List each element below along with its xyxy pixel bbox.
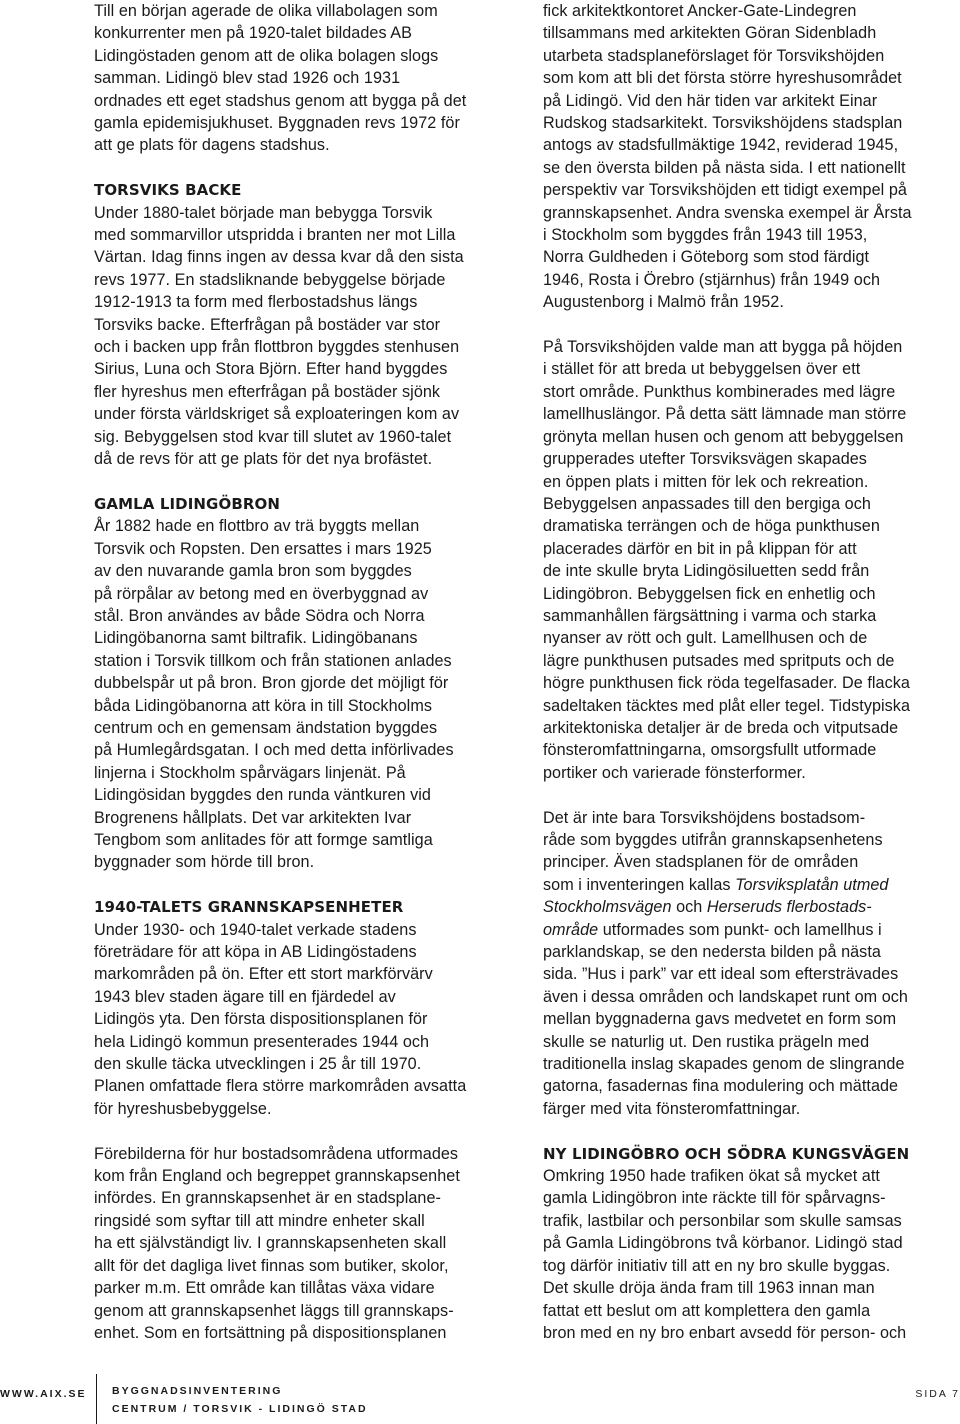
paragraph-gamla-lidingobron: År 1882 hade en flottbro av trä byggts mellan Torsvik och Ropsten. Den ersattes i mars 1925 av den nuvarande gamla bron som byggdes på rörpålar av betong med en överbyggnad av stål. Bron användes av både Södra och Norra Lidingöbanorna samt biltrafik. Lidingöbanans station i Torsvik tillkom och från stationen anlades dubbelspår ut på bron. Bron gjorde det möjligt för båda Lidingöbanorna att köra in till Stockholms centrum och en gemensam ändstation byggdes på Humlegårdsgatan. I och med detta införlivades linjerna i Stockholm spårvägars linjenät. På Lidingösidan byggdes den runda väntkuren vid Brogrenens hållplats. Det var arkitekten Ivar Tengbom som anlitades för att formge samtliga byggnader som hörde till bron. [94,517,454,872]
paragraph-torsvikshojden: På Torsvikshöjden valde man att bygga på höjden i stället för att breda ut bebyggelsen över ett stort område. Punkthus kombinerades med lägre lamellhuslängor. På detta sätt lämnade man större grönyta mellan husen och genom att bebyggelsen grupperades utefter Torsviksvägen skapades en öppen plats i mitten för lek och rekreation. Bebyggelsen anpassades till den bergiga och dramatiska terrängen och de höga punkthusen placerades därför en bit in på klippan för att de inte skulle bryta Lidingösiluetten sedd från Lidingöbron. Bebyggelsen fick en enhetlig och sammanhållen färgsättning i varma och starka nyanser av rött och gult. Lamellhusen och de lägre punkthusen putsades med spritputs och de högre punkthusen fick röda tegelfasader. De flacka sadeltaken täcktes med plåt eller tegel. Tidstypiska arkitektoniska detaljer är de breda och vitputsade fönsteromfattningarna, omsorgsfullt utformade portiker och varierade fönsterformer. [543,338,911,782]
footer-title-line2: CENTRUM / TORSVIK - LIDINGÖ STAD [112,1403,368,1415]
right-column [543,0,960,1344]
heading-ny-lidingobro: NY LIDINGÖBRO OCH SÖDRA KUNGSVÄGEN [543,1144,910,1163]
italic-area-name: Herseruds flerbostads- område [543,898,872,939]
intro-paragraph: Till en början agerade de olika villabolagen som konkurrenter men på 1920-talet bildades AB Lidingöstaden genom att de olika bolagen slogs samman. Lidingö blev stad 1926 och 1931 ordnades ett eget stadshus genom att bygga på det gamla epidemisjukhuset. Byggnaden revs 1972 för att ge plats för dagens stadshus. [94,2,467,155]
text-run: och [671,898,707,917]
footer-publication-title [112,1382,368,1418]
footer-url[interactable]: WWW.AIX.SE [0,1388,87,1400]
footer-divider [96,1374,97,1424]
left-column [94,0,512,1344]
text-run: Det är inte bara Torsvikshöjdens bostadsom- råde som byggdes utifrån grannskapsenhetens principer. Även stadsplanen för de områden som i inventeringen kallas [543,808,883,894]
text-run: utformades som punkt- och lamellhus i parklandskap, se den nedersta bilden på nästa sida. ”Hus i park” var ett ideal som eftersträvades även i dessa områden och landskapet runt om och mellan byggnaderna gavs medvetet en form som skulle se naturlig ut. Den rustika prägeln med traditionella inslag skapades genom de slingrande gatorna, fasadernas fina modulering och mättade färger med vita fönsteromfattningar. [543,920,908,1118]
heading-gamla-lidingobron: GAMLA LIDINGÖBRON [94,494,281,513]
page-footer [0,1374,960,1424]
page-number: SIDA 7 [915,1388,960,1400]
heading-1940-talets: 1940-TALETS GRANNSKAPSENHETER [94,898,404,917]
paragraph-forebilderna: Förebilderna för hur bostadsområdena utformades kom från England och begreppet grannskapsenhet infördes. En grannskapsenhet är en stadsplane- ringsidé som syftar till att mindre enheter skall ha ett självständigt liv. I grannskapsenheten skall allt för det dagliga livet finnas som butiker, skolor, parker m.m. Ett område kan tillåtas växa vidare genom att grannskapsenhet läggs till grannskaps- enhet. Som en fortsättning på dispositionsplanen [94,1144,460,1342]
heading-torsviks-backe: TORSVIKS BACKE [94,181,242,200]
paragraph-1940-talets: Under 1930- och 1940-talet verkade stadens företrädare för att köpa in AB Lidingöstadens markområden på ön. Efter ett stort markförvärv 1943 blev staden ägare till en fjärdedel av Lidingös yta. Den första dispositionsplanen för hela Lidingö kommun presenterades 1944 och den skulle täcka utvecklingen i 25 år till 1970. Planen omfattade flera större markområden avsatta för hyreshusbebyggelse. [94,920,467,1118]
paragraph-torsviks-backe: Under 1880-talet började man bebygga Torsvik med sommarvillor utspridda i branten ner mot Lilla Värtan. Idag finns ingen av dessa kvar då den sista revs 1977. En stadsliknande bebyggelse började 1912-1913 ta form med flerbostadshus längs Torsviks backe. Efterfrågan på bostäder var stor och i backen upp från flottbron byggdes stenhusen Sirius, Luna och Stora Björn. Efter hand byggdes fler hyreshus men efterfrågan på bostäder sjönk under första världskriget så exploateringen kom av sig. Bebyggelsen stod kvar till slutet av 1960-talet då de revs för att ge plats för det nya brofästet. [94,203,464,469]
paragraph-ny-lidingobro: Omkring 1950 hade trafiken ökat så mycket att gamla Lidingöbron inte räckte till för spårvagns- trafik, lastbilar och personbilar som skulle samsas på Gamla Lidingöbrons två körbanor. Lidingö stad tog därför initiativ till att en ny bro skulle byggas. Det skulle dröja ända fram till 1963 innan man fattat ett beslut om att komplettera den gamla bron med en ny bro enbart avsedd för person- och [543,1167,907,1342]
italic-area-name: Torsviksplatån utmed Stockholmsvägen [543,875,889,917]
paragraph-ancker-gate: fick arkitektkontoret Ancker-Gate-Lindegren tillsammans med arkitekten Göran Sidenbladh utarbeta stadsplaneförslaget för Torsvikshöjden som kom att bli det första större hyreshusområdet på Lidingö. Vid den här tiden var arkitekt Einar Rudskog stadsarkitekt. Torsvikshöjdens stadsplan antogs av stadsfullmäktige 1942, reviderad 1945, se den översta bilden på nästa sida. I ett nationellt perspektiv var Torsvikshöjden ett tidigt exempel på grannskapsenhet. Andra svenska exempel är Årsta i Stockholm som byggdes från 1943 till 1953, Norra Guldheden i Göteborg som stod färdigt 1946, Rosta i Örebro (stjärnhus) från 1949 och Augustenborg i Malmö från 1952. [543,2,912,312]
footer-title-line1: BYGGNADSINVENTERING [112,1385,283,1397]
paragraph-grannskapsenhet-principer [543,807,960,1121]
